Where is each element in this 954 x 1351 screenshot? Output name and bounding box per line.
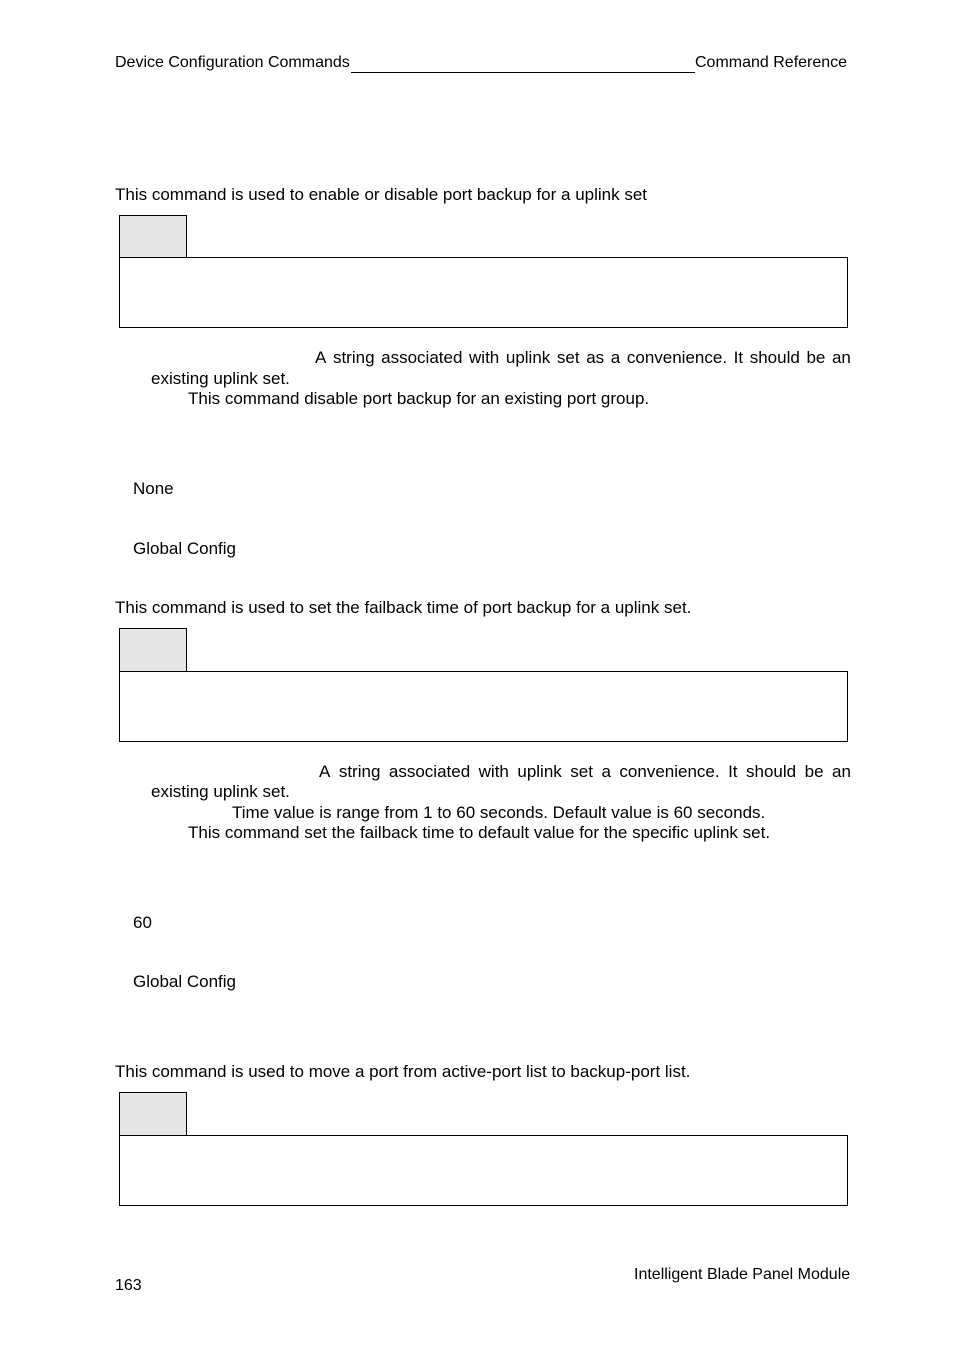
section-1-no-form: This command disable port backup for an existing port group.: [188, 389, 650, 408]
section-2-no-form: This command set the failback time to default value for the specific uplink set.: [188, 823, 771, 842]
header-rule: [351, 72, 695, 73]
section-1-format-tab: [119, 215, 187, 257]
section-3-intro: This command is used to move a port from active-port list to backup-port list.: [115, 1062, 691, 1081]
header-left: Device Configuration Commands: [115, 54, 350, 71]
section-1-default: None: [133, 479, 174, 498]
section-2-param-line-2: existing uplink set.: [151, 782, 290, 801]
section-1-format-box: [119, 257, 848, 328]
section-1-intro: This command is used to enable or disable port backup for a uplink set: [115, 185, 648, 204]
page-number: 163: [115, 1277, 142, 1294]
section-2-intro: This command is used to set the failback time of port backup for a uplink set.: [115, 598, 692, 617]
section-2-format-tab: [119, 628, 187, 671]
section-2-format-box: [119, 671, 848, 742]
header-right: Command Reference: [695, 54, 848, 71]
section-3-format-tab: [119, 1092, 187, 1135]
section-2-time-desc: Time value is range from 1 to 60 seconds. Default value is 60 seconds.: [232, 803, 766, 822]
section-2-param-line: A string associated with uplink set a convenience. It should be an: [319, 762, 851, 781]
section-1-param-line: A string associated with uplink set as a convenience. It should be an: [315, 348, 851, 367]
section-2-mode: Global Config: [133, 972, 237, 991]
footer-title: Intelligent Blade Panel Module: [634, 1266, 851, 1283]
section-3-format-box: [119, 1135, 848, 1206]
section-2-default: 60: [133, 913, 152, 932]
section-1-param-line-2: existing uplink set.: [151, 369, 290, 388]
section-1-mode: Global Config: [133, 539, 237, 558]
